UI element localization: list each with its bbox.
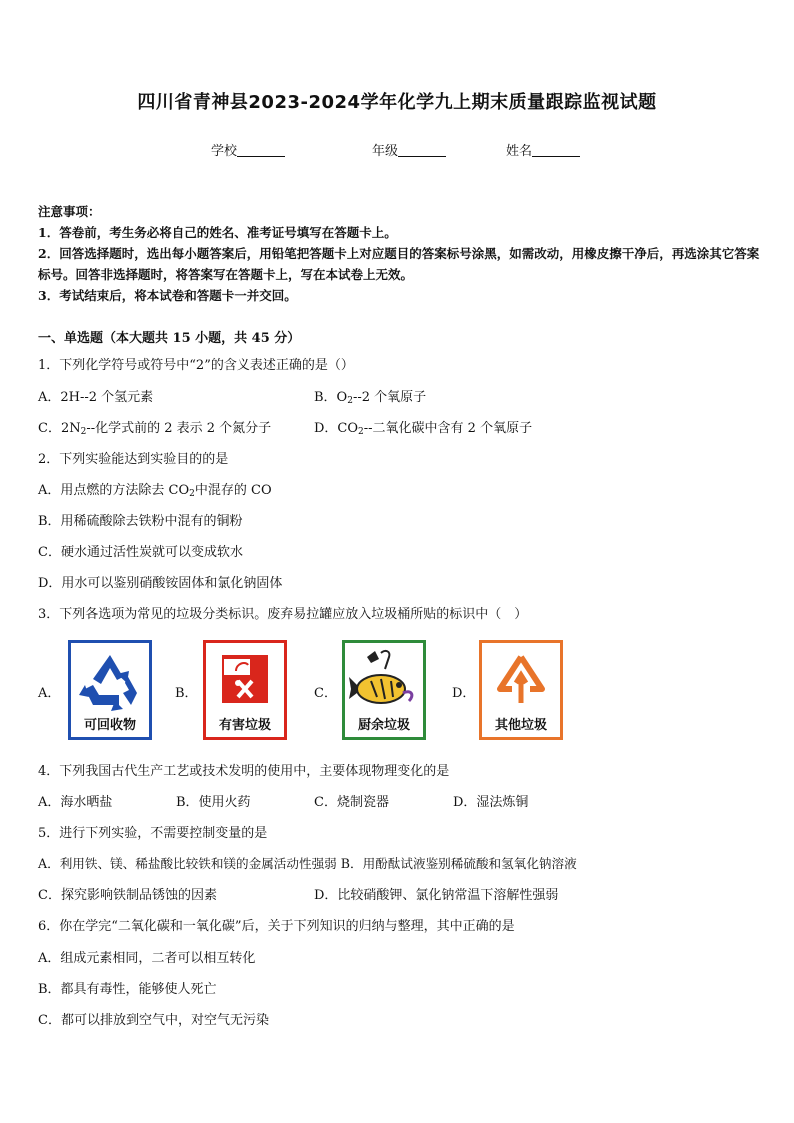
grade-label: 年级 [372, 144, 399, 159]
q5-option-c: C．探究影响铁制品锈蚀的因素 [38, 888, 217, 903]
q5-option-d: D．比较硝酸钾、氯化钠常温下溶解性强弱 [314, 888, 559, 903]
exam-title: 四川省青神县2023-2024学年化学九上期末质量跟踪监视试题 [137, 92, 657, 113]
kitchen-waste-sign [342, 640, 426, 740]
q6-option-b: B．都具有毒性，能够使人死亡 [38, 982, 217, 997]
name-field [506, 140, 580, 159]
notice-item: 1．答卷前，考生务必将自己的姓名、准考证号填写在答题卡上。 [38, 225, 397, 240]
sign-caption: 其他垃圾 [494, 718, 547, 733]
recycle-icon [71, 649, 149, 721]
question-5-stem: 5．进行下列实验，不需要控制变量的是 [38, 826, 268, 841]
hazardous-sign [203, 640, 287, 740]
q2-option-d: D．用水可以鉴别硝酸铵固体和氯化钠固体 [38, 576, 283, 591]
other-waste-sign [479, 640, 563, 740]
q3-label-b: B． [175, 686, 198, 701]
question-6-stem: 6．你在学完“二氧化碳和一氧化碳”后，关于下列知识的归纳与整理，其中正确的是 [38, 919, 515, 934]
food-scraps-icon [345, 645, 423, 717]
q4-option-b: B．使用火药 [176, 795, 251, 810]
question-4-stem: 4．下列我国古代生产工艺或技术发明的使用中，主要体现物理变化的是 [38, 764, 450, 779]
question-3-stem: 3．下列各选项为常见的垃圾分类标识。废弃易拉罐应放入垃圾桶所贴的标识中（ ） [38, 607, 528, 622]
recyclable-sign [68, 640, 152, 740]
q2-option-a: A．用点燃的方法除去 $CO_2$中混存的 CO [38, 483, 272, 499]
notice-item: 2．回答选择题时，选出每小题答案后，用铅笔把答题卡上对应题目的答案标号涂黑，如需改动，用橡皮擦干净后，再选涂其它答案标号。回答非选择题时，将答案写在答题卡上，写在本试卷上无效。 [38, 246, 760, 282]
grade-blank[interactable] [398, 144, 446, 157]
question-2-stem: 2．下列实验能达到实验目的的是 [38, 452, 229, 467]
notice-heading: 注意事项： [38, 204, 101, 219]
q1-option-d: D．$CO_2--$二氧化碳中含有 2 个氧原子 [314, 421, 533, 437]
q6-option-a: A．组成元素相同，二者可以相互转化 [38, 951, 256, 966]
notice-block [38, 201, 760, 306]
sign-caption: 有害垃圾 [218, 718, 271, 733]
sign-caption: 厨余垃圾 [357, 718, 410, 733]
sign-caption: 可回收物 [83, 718, 136, 733]
q6-option-c: C．都可以排放到空气中，对空气无污染 [38, 1013, 269, 1028]
school-field [211, 140, 285, 159]
q3-label-a: A． [38, 686, 61, 701]
school-label: 学校 [211, 144, 238, 159]
q1-option-c: C．$2N_2--$化学式前的 2 表示 2 个氮分子 [38, 421, 272, 437]
q4-option-a: A．海水晒盐 [38, 795, 113, 810]
other-waste-icon [482, 645, 560, 717]
q3-label-d: D． [452, 686, 476, 701]
q3-label-c: C． [314, 686, 337, 701]
q2-option-c: C．硬水通过活性炭就可以变成软水 [38, 545, 243, 560]
name-label: 姓名 [506, 144, 533, 159]
grade-field [372, 140, 446, 159]
q5-option-ab: A．利用铁、镁、稀盐酸比较铁和镁的金属活动性强弱 B．用酚酞试液鉴别稀硫酸和氢氧化钠溶液 [38, 856, 577, 871]
q1-option-a: A．2H--2 个氢元素 [38, 390, 154, 405]
question-1-stem: 1．下列化学符号或符号中“2”的含义表述正确的是（） [38, 358, 354, 373]
q4-option-d: D．湿法炼铜 [453, 795, 529, 810]
school-blank[interactable] [237, 144, 285, 157]
section-heading: 一、单选题（本大题共 15 小题，共 45 分） [38, 331, 301, 346]
q1-option-b: B．$O_2--2$ 个氧原子 [314, 390, 427, 406]
q2-option-b: B．用稀硫酸除去铁粉中混有的铜粉 [38, 514, 243, 529]
name-blank[interactable] [532, 144, 580, 157]
hazard-icon [206, 643, 284, 715]
q4-option-c: C．烧制瓷器 [314, 795, 389, 810]
notice-item: 3．考试结束后，将本试卷和答题卡一并交回。 [38, 288, 297, 303]
